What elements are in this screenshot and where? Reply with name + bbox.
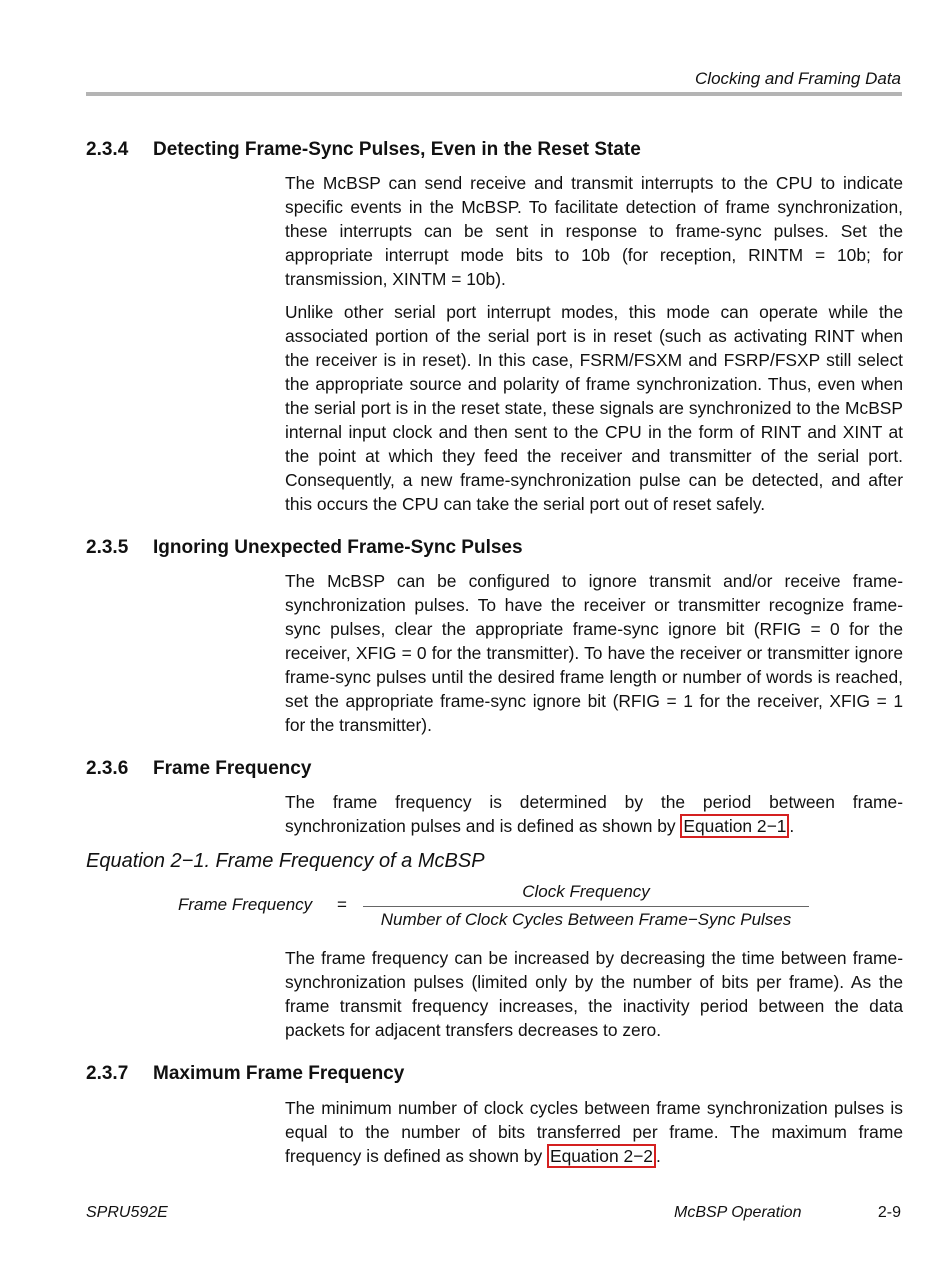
section-number: 2.3.5 [86,537,129,558]
section-heading-2-3-7 [86,1063,404,1085]
paragraph-text: The minimum number of clock cycles between frame synchronization pulses is equal to the number of bits transferred per frame. The maximum frame frequency is defined as shown by [285,1098,903,1166]
fraction-bar [363,906,809,907]
section-number: 2.3.7 [86,1063,129,1084]
paragraph: The frame frequency can be increased by decreasing the time between frame-synchronization pulses (limited only by the number of bits per frame). As the frame transmit frequency increases, the inactivity period between the data packets for adjacent transfers decreases to zero. [285,948,903,1040]
paragraph [285,790,903,838]
equation-2-1-link[interactable]: Equation 2−1 [680,814,789,838]
section-heading-2-3-6 [86,758,311,780]
equation-operator: = [337,895,347,914]
section-number: 2.3.6 [86,758,129,779]
running-header: Clocking and Framing Data [695,69,901,88]
equation-numerator: Clock Frequency [522,882,650,901]
paragraph-text: . [655,1146,661,1166]
equation-caption: Equation 2−1. Frame Frequency of a McBSP [86,850,485,872]
paragraph-text: The frame frequency is determined by the period between frame-synchronization pulses and is defined as shown by [285,792,903,836]
section-title: Maximum Frame Frequency [153,1063,405,1084]
section-title: Frame Frequency [153,758,312,779]
paragraph [285,1096,903,1168]
equation-2-2-link[interactable]: Equation 2−2 [547,1144,656,1168]
section-title: Ignoring Unexpected Frame-Sync Pulses [153,537,523,558]
section-heading-2-3-5 [86,537,523,559]
footer-page-number: 2-9 [877,1204,901,1221]
footer-chapter: McBSP Operation [674,1204,802,1221]
paragraph: The McBSP can send receive and transmit interrupts to the CPU to indicate specific events in the McBSP. To facilitate detection of frame synchronization, these interrupts can be sent in response to frame-sync pulses. Set the appropriate interrupt mode bits to 10b (for reception, RINTM = 10b; for transmission, XINTM = 10b). [285,173,903,289]
paragraph-text: . [789,816,795,836]
section-heading-2-3-4 [86,139,641,161]
equation-lhs: Frame Frequency [178,895,313,914]
footer-doc-id: SPRU592E [86,1204,168,1221]
section-number: 2.3.4 [86,139,129,160]
paragraph: The McBSP can be configured to ignore transmit and/or receive frame-synchronization pulses. To have the receiver or transmitter recognize frame-sync pulses, clear the appropriate frame-sync ignore bit (RFIG = 0 for the receiver, XFIG = 0 for the transmitter). To have the receiver or transmitter ignore frame-sync pulses until the desired frame length or number of words is reached, set the appropriate frame-sync ignore bit (RFIG = 1 for the receiver, XFIG = 1 for the transmitter). [285,571,903,735]
equation-denominator: Number of Clock Cycles Between Frame−Sync Pulses [380,910,792,929]
paragraph: Unlike other serial port interrupt modes, this mode can operate while the associated portion of the serial port is in reset (such as activating RINT when the receiver is in reset). In this case, FSRM/FSXM and FSRP/FSXP still select the appropriate source and polarity of frame synchronization. Thus, even when the serial port is in the reset state, these signals are synchronized to the McBSP internal input clock and then sent to the CPU in the form of RINT and XINT at the point at which they feed the receiver and transmitter of the serial port. Consequently, a new frame-synchronization pulse can be detected, and after this occurs the CPU can take the serial port out of reset safely. [285,302,903,514]
header-rule [86,92,902,96]
section-title: Detecting Frame-Sync Pulses, Even in the Reset State [153,139,641,160]
